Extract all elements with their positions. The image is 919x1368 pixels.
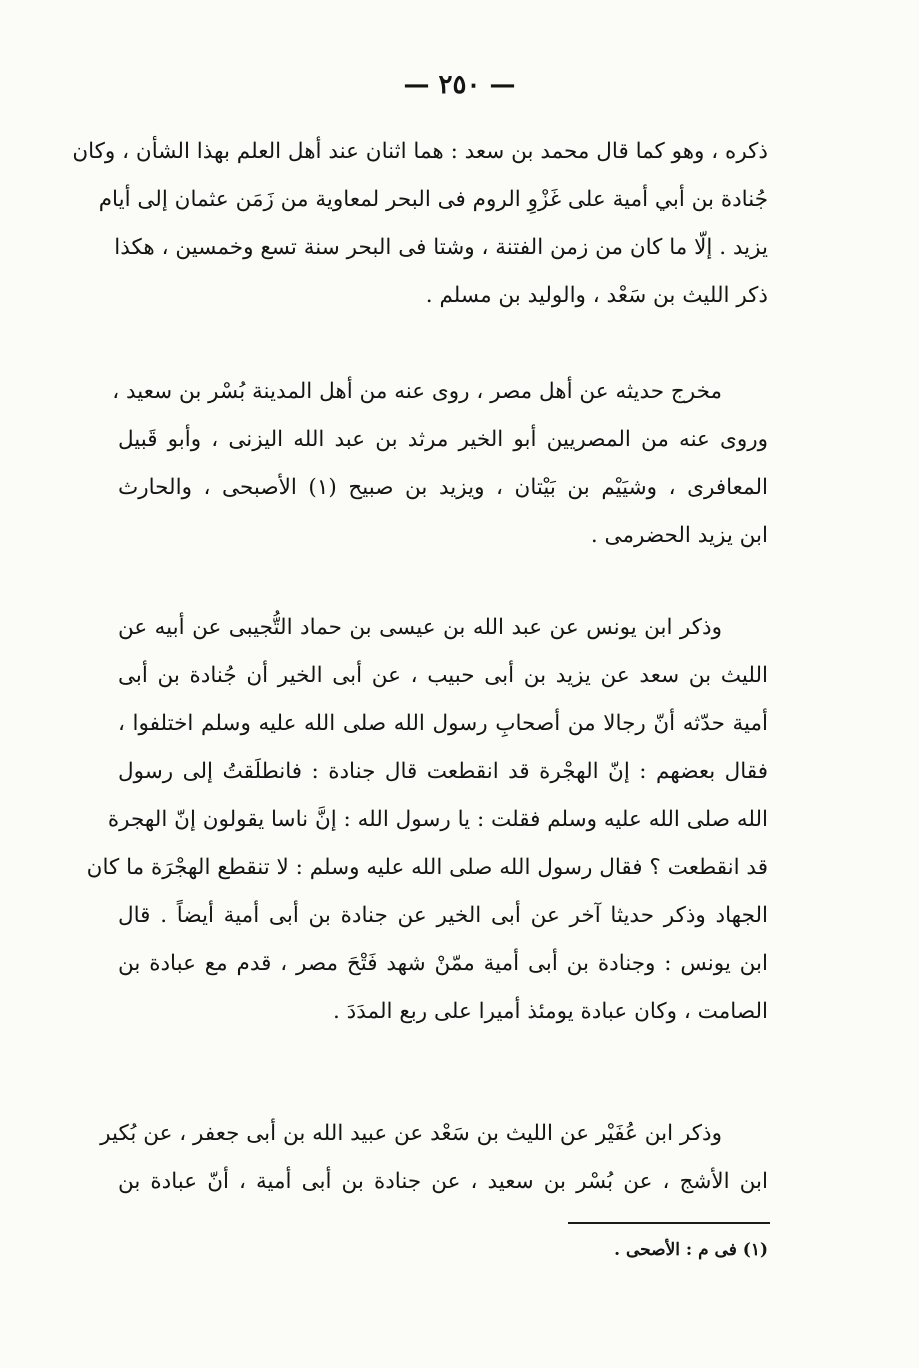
text-line: ابن يزيد الحضرمى . bbox=[590, 523, 768, 548]
text-line: الليث بن سعد عن يزيد بن أبى حبيب ، عن أبى الخير أن جُنادة بن أبى bbox=[118, 663, 768, 688]
paragraph-1 bbox=[72, 128, 768, 320]
text-line: فقال بعضهم : إنّ الهجْرة قد انقطعت قال جنادة : فانطلَقتُ إلى رسول bbox=[118, 759, 768, 784]
text-line: المعافرى ، وشيَيْم بن بَيْتان ، ويزيد بن صبيح (١) الأصبحى ، والحارث bbox=[118, 475, 768, 500]
text-line: الله صلى الله عليه وسلم فقلت : يا رسول الله : إنَّ ناسا يقولون إنّ الهجرة bbox=[107, 807, 768, 832]
text-line: أمية حدّثه أنّ رجالا من أصحابِ رسول الله صلى الله عليه وسلم اختلفوا ، bbox=[118, 711, 768, 736]
footnote: (١) فى م : الأصحى . bbox=[614, 1240, 768, 1260]
text-line: الجهاد وذكر حديثا آخر عن أبى الخير عن جنادة بن أبى أمية أيضاً . قال bbox=[118, 903, 768, 928]
paragraph-2 bbox=[112, 368, 768, 560]
text-line: ابن الأشج ، عن بُسْر بن سعيد ، عن جنادة بن أبى أمية ، أنّ عبادة بن bbox=[118, 1169, 768, 1194]
text-line: يزيد . إلّا ما كان من زمن الفتنة ، وشتا فى البحر سنة تسع وخمسين ، هكذا bbox=[114, 235, 768, 260]
text-line: الصامت ، وكان عبادة يومئذ أميرا على ربع المدَدَ . bbox=[333, 999, 768, 1024]
text-line: ذكر الليث بن سَعْد ، والوليد بن مسلم . bbox=[425, 283, 768, 308]
page-number: — ٢٥٠ — bbox=[403, 70, 516, 100]
text-line: مخرج حديثه عن أهل مصر ، روى عنه من أهل المدينة بُسْر بن سعيد ، bbox=[112, 379, 722, 404]
text-line: وروى عنه من المصريين أبو الخير مرثد بن عبد الله اليزنى ، وأبو قَبيل bbox=[118, 427, 768, 452]
text-line: وذكر ابن يونس عن عبد الله بن عيسى بن حماد التُّجيبى عن أبيه عن bbox=[118, 615, 722, 640]
text-line: وذكر ابن عُفَيْر عن الليث بن سَعْد عن عبيد الله بن أبى جعفر ، عن بُكير bbox=[100, 1121, 722, 1146]
footnote-divider bbox=[568, 1222, 770, 1224]
paragraph-4 bbox=[100, 1110, 768, 1206]
text-line: قد انقطعت ؟ فقال رسول الله صلى الله عليه وسلم : لا تنقطع الهجْرَة ما كان bbox=[86, 855, 768, 880]
text-line: ابن يونس : وجنادة بن أبى أمية ممّنْ شهد فَتْحَ مصر ، قدم مع عبادة بن bbox=[118, 951, 768, 976]
paragraph-3 bbox=[86, 604, 768, 1036]
text-line: ذكره ، وهو كما قال محمد بن سعد : هما اثنان عند أهل العلم بهذا الشأن ، وكان bbox=[72, 139, 768, 164]
text-line: جُنادة بن أبي أمية على غَزْوِ الروم فى البحر لمعاوية من زَمَن عثمان إلى أيام bbox=[98, 187, 768, 212]
